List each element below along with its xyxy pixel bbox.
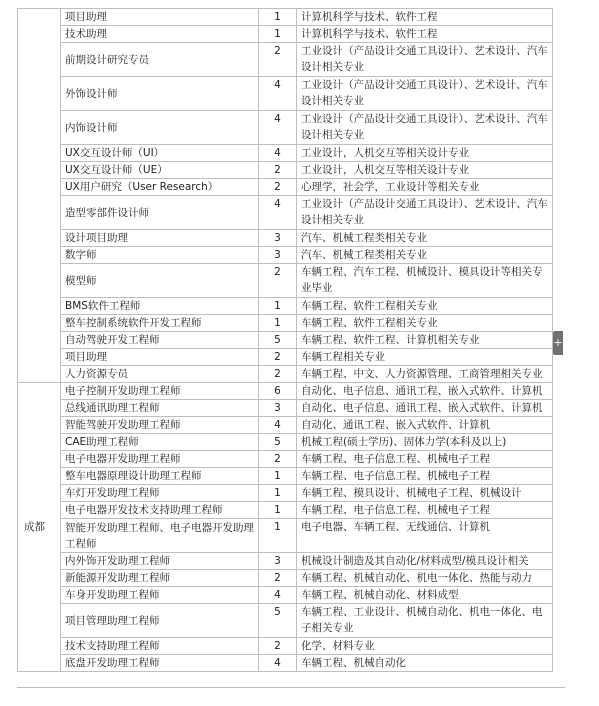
position-cell: 电子控制开发助理工程师 [61,383,259,400]
count-cell: 4 [259,587,297,604]
table-row [18,9,553,26]
table-row [18,349,553,366]
major-cell: 汽车、机械工程类相关专业 [297,247,553,264]
position-cell: 人力资源专员 [61,366,259,383]
count-cell: 3 [259,230,297,247]
count-cell: 2 [259,162,297,179]
major-cell: 自动化、电子信息、通讯工程、嵌入式软件、计算机 [297,383,553,400]
major-cell: 工业设计（产品设计交通工具设计）、艺术设计、汽车设计相关专业 [297,77,553,111]
count-cell: 1 [259,468,297,485]
count-cell: 4 [259,145,297,162]
table-row [18,77,553,111]
major-cell: 机械设计制造及其自动化/材料成型/模具设计相关 [297,553,553,570]
count-cell: 4 [259,77,297,111]
position-cell: 技术助理 [61,26,259,43]
position-cell: 智能开发助理工程师、电子电器开发助理工程师 [61,519,259,553]
position-cell: 整车控制系统软件开发工程师 [61,315,259,332]
position-cell: 技术支持助理工程师 [61,638,259,655]
table-row [18,417,553,434]
table-row [18,400,553,417]
table-row [18,145,553,162]
major-cell: 工业设计，人机交互等相关设计专业 [297,162,553,179]
count-cell: 1 [259,9,297,26]
major-cell: 机械工程(硕士学历)、固体力学(本科及以上) [297,434,553,451]
count-cell: 2 [259,264,297,298]
table-row [18,196,553,230]
count-cell: 2 [259,451,297,468]
major-cell: 车辆工程相关专业 [297,349,553,366]
table-row [18,519,553,553]
position-cell: 底盘开发助理工程师 [61,655,259,672]
position-cell: 电子电器开发助理工程师 [61,451,259,468]
table-row [18,553,553,570]
major-cell: 车辆工程、机械自动化、材料成型 [297,587,553,604]
count-cell: 1 [259,298,297,315]
table-row [18,570,553,587]
count-cell: 1 [259,26,297,43]
table-row [18,604,553,638]
table-row [18,315,553,332]
table-row [18,264,553,298]
major-cell: 车辆工程、软件工程相关专业 [297,298,553,315]
position-cell: 自动驾驶开发工程师 [61,332,259,349]
count-cell: 2 [259,366,297,383]
table-row [18,485,553,502]
recruitment-table [17,8,553,672]
count-cell: 1 [259,485,297,502]
count-cell: 5 [259,332,297,349]
table-row [18,162,553,179]
table-row [18,451,553,468]
position-cell: 车灯开发助理工程师 [61,485,259,502]
count-cell: 1 [259,315,297,332]
table-body-chengdu [18,383,553,672]
position-cell: 前期设计研究专员 [61,43,259,77]
count-cell: 2 [259,638,297,655]
table-row [18,383,553,400]
major-cell: 计算机科学与技术、软件工程 [297,9,553,26]
position-cell: 项目助理 [61,349,259,366]
position-cell: 项目管理助理工程师 [61,604,259,638]
count-cell: 2 [259,349,297,366]
major-cell: 车辆工程、电子信息工程、机械电子工程 [297,502,553,519]
major-cell: 计算机科学与技术、软件工程 [297,26,553,43]
position-cell: 电子电器开发技术支持助理工程师 [61,502,259,519]
major-cell: 自动化、通讯工程、嵌入式软件、计算机 [297,417,553,434]
count-cell: 6 [259,383,297,400]
expand-plus-icon[interactable]: + [553,331,563,355]
count-cell: 4 [259,655,297,672]
position-cell: UX用户研究（User Research） [61,179,259,196]
table-row [18,298,553,315]
table-row [18,230,553,247]
major-cell: 车辆工程、机械自动化 [297,655,553,672]
table-row [18,247,553,264]
major-cell: 工业设计（产品设计交通工具设计）、艺术设计、汽车设计相关专业 [297,111,553,145]
major-cell: 工业设计（产品设计交通工具设计）、艺术设计、汽车设计相关专业 [297,196,553,230]
position-cell: 项目助理 [61,9,259,26]
table-row [18,26,553,43]
table-row [18,434,553,451]
position-cell: 设计项目助理 [61,230,259,247]
position-cell: 车身开发助理工程师 [61,587,259,604]
major-cell: 工业设计，人机交互等相关设计专业 [297,145,553,162]
position-cell: 数字师 [61,247,259,264]
position-cell: BMS软件工程师 [61,298,259,315]
count-cell: 4 [259,417,297,434]
count-cell: 3 [259,400,297,417]
count-cell: 3 [259,553,297,570]
major-cell: 车辆工程、电子信息工程、机械电子工程 [297,451,553,468]
count-cell: 1 [259,519,297,553]
position-cell: 内外饰开发助理工程师 [61,553,259,570]
table-row [18,179,553,196]
major-cell: 车辆工程、汽车工程、机械设计、模具设计等相关专业毕业 [297,264,553,298]
major-cell: 车辆工程、中文、人力资源管理、工商管理相关专业 [297,366,553,383]
position-cell: 新能源开发助理工程师 [61,570,259,587]
position-cell: 整车电器原理设计助理工程师 [61,468,259,485]
table-row [18,655,553,672]
major-cell: 车辆工程、模具设计、机械电子工程、机械设计 [297,485,553,502]
table-row [18,638,553,655]
count-cell: 2 [259,43,297,77]
city-cell: 成都 [18,383,61,672]
count-cell: 5 [259,604,297,638]
table-row [18,468,553,485]
position-cell: 总线通讯助理工程师 [61,400,259,417]
position-cell: 外饰设计师 [61,77,259,111]
count-cell: 3 [259,247,297,264]
major-cell: 工业设计（产品设计交通工具设计）、艺术设计、汽车设计相关专业 [297,43,553,77]
position-cell: 模型师 [61,264,259,298]
bottom-divider [17,687,565,688]
major-cell: 车辆工程、工业设计、机械自动化、机电一体化、电子相关专业 [297,604,553,638]
major-cell: 电子电器、车辆工程、无线通信、计算机 [297,519,553,553]
position-cell: CAE助理工程师 [61,434,259,451]
major-cell: 化学、材料专业 [297,638,553,655]
city-cell-empty [18,9,61,383]
major-cell: 车辆工程、软件工程、计算机相关专业 [297,332,553,349]
table-row [18,502,553,519]
position-cell: 造型零部件设计师 [61,196,259,230]
table-row [18,332,553,349]
position-cell: UX交互设计师（UE） [61,162,259,179]
major-cell: 车辆工程、软件工程相关专业 [297,315,553,332]
major-cell: 车辆工程、机械自动化、机电一体化、热能与动力 [297,570,553,587]
position-cell: 智能驾驶开发助理工程师 [61,417,259,434]
table-body-upper [18,9,553,383]
major-cell: 车辆工程、电子信息工程、机械电子工程 [297,468,553,485]
count-cell: 5 [259,434,297,451]
position-cell: 内饰设计师 [61,111,259,145]
table-row [18,111,553,145]
major-cell: 自动化、电子信息、通讯工程、嵌入式软件、计算机 [297,400,553,417]
count-cell: 2 [259,179,297,196]
count-cell: 1 [259,502,297,519]
table-row [18,366,553,383]
major-cell: 心理学，社会学，工业设计等相关专业 [297,179,553,196]
count-cell: 4 [259,111,297,145]
table-row [18,43,553,77]
major-cell: 汽车、机械工程类相关专业 [297,230,553,247]
count-cell: 2 [259,570,297,587]
table-row [18,587,553,604]
count-cell: 4 [259,196,297,230]
position-cell: UX交互设计师（UI） [61,145,259,162]
